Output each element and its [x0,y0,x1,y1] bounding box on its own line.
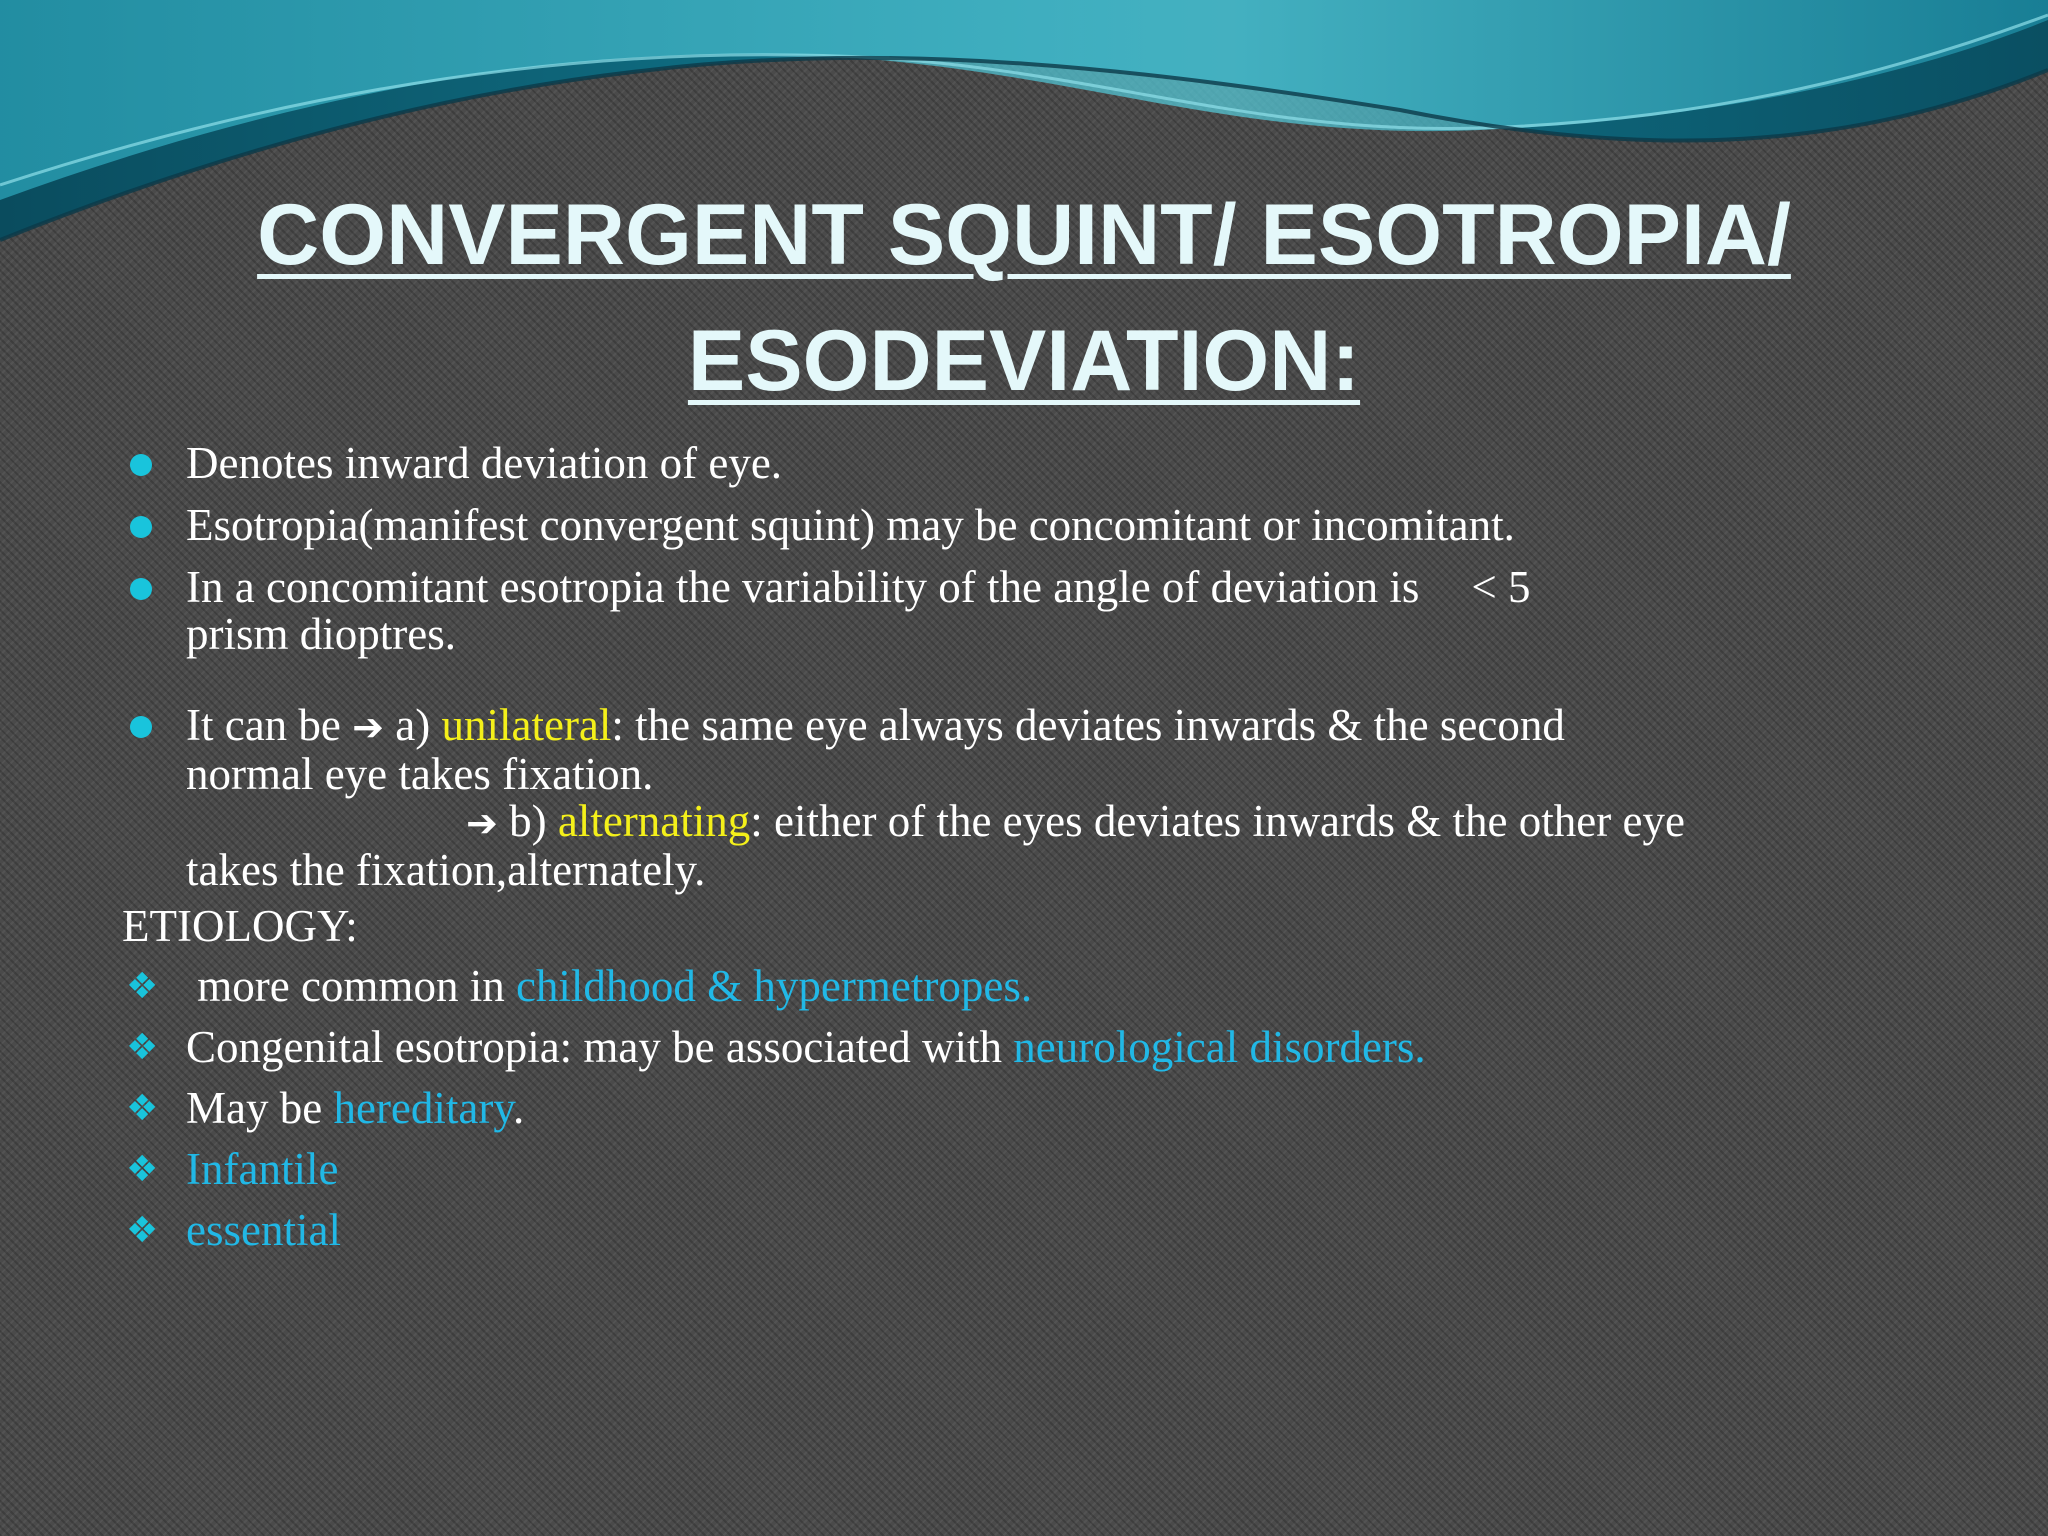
etiology-item [122,1078,1922,1139]
bullet-item [122,562,1922,659]
type-b-prefix: b) [509,796,547,846]
diamond-bullet-icon: ❖ [126,1088,159,1129]
bullet-item-types [122,700,1922,895]
bullet-text-line-1 [186,562,1922,612]
etiology-text: Congenital esotropia: may be associated with neurological disorders. [186,1022,1426,1072]
diamond-bullet-icon: ❖ [126,1027,159,1068]
slide-body [122,438,1922,1261]
bullet-dot-icon [130,578,152,600]
etiology-heading: ETIOLOGY: [122,901,358,951]
etiology-text: more common in childhood & hypermetropes. [197,961,1033,1011]
type-b-line [186,796,1922,848]
types-intro: It can be [186,700,341,750]
etiology-item [122,1200,1922,1261]
type-a-line [186,700,1922,752]
bullet-item [122,438,1922,488]
diamond-bullet-icon: ❖ [126,1149,159,1190]
type-b-text: : either of the eyes deviates inwards & the other eye [750,796,1685,846]
etiology-item [122,956,1922,1017]
bullet-dot-icon [130,454,152,476]
type-a-continuation: normal eye takes fixation. [186,749,654,799]
bullet-text-line-2: prism dioptres. [186,609,456,659]
slide-title [0,172,2048,424]
bullet-text: In a concomitant esotropia the variability of the angle of deviation is [186,562,1420,612]
etiology-highlight: childhood & hypermetropes. [515,961,1033,1011]
bullet-text: Esotropia(manifest convergent squint) may be concomitant or incomitant. [186,500,1515,550]
bullet-item [122,500,1922,550]
title-line-2: ESODEVIATION: [687,313,1361,409]
etiology-item [122,1017,1922,1078]
etiology-highlight: Infantile [186,1144,339,1194]
etiology-highlight: essential [186,1205,341,1255]
etiology-highlight: hereditary [333,1083,513,1133]
bullet-dot-icon [130,516,152,538]
type-b-continuation: takes the fixation,alternately. [186,845,706,895]
title-line-1: CONVERGENT SQUINT/ ESOTROPIA/ [257,187,1791,283]
bullet-dot-icon [130,716,152,738]
bullet-text-end: < 5 [1471,562,1531,612]
diamond-bullet-icon: ❖ [126,966,159,1007]
type-b-term: alternating [557,796,751,846]
right-arrow-icon: ➔ [466,801,498,845]
type-a-text: : the same eye always deviates inwards & the second [611,700,1565,750]
diamond-bullet-icon: ❖ [126,1210,159,1251]
etiology-text: May be hereditary. [186,1083,525,1133]
type-a-term: unilateral [441,700,612,750]
right-arrow-icon: ➔ [352,705,385,749]
bullet-text: Denotes inward deviation of eye. [186,438,783,488]
type-a-prefix: a) [395,700,431,750]
etiology-item [122,1139,1922,1200]
etiology-highlight: neurological disorders. [1013,1022,1426,1072]
